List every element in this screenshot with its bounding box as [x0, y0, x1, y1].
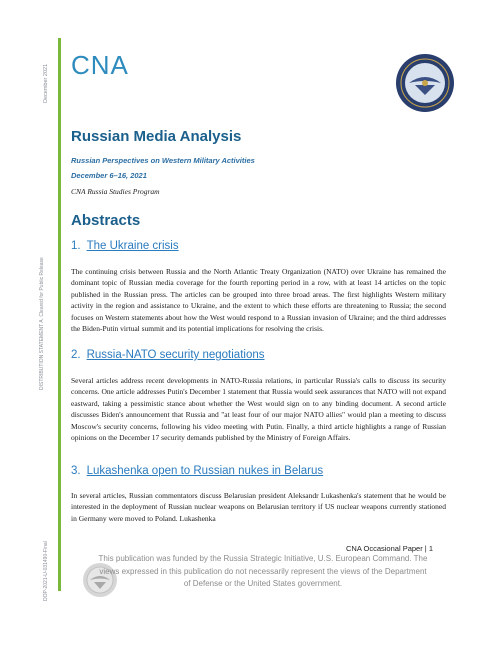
section-1-heading	[71, 240, 179, 252]
section-3-link[interactable]: Lukashenka open to Russian nukes in Belarus	[86, 465, 324, 477]
green-accent-bar	[58, 38, 61, 591]
report-date: December 6–16, 2021	[71, 171, 147, 180]
section-2-text: Several articles address recent developments in NATO-Russia relations, in particular Russia's calls to discuss its security concerns. One article addresses Putin's December 1 statement that Russia would seek assurances that NATO will not expand eastward, taking a pessimistic stance about whether the West would sign on to any binding document. A second article discusses Biden's announcement that Russia and "at least four of our major NATO allies" would plan a meeting to discuss Moscow's security concerns, following his video meeting with Putin. Finally, a third article highlights a range of Russian opinions on the December 17 security demands published by the Ministry of Foreign Affairs.	[71, 376, 446, 443]
distribution-statement: DISTRIBUTION STATEMENT A. Cleared for Public Release	[39, 257, 45, 390]
section-number: 3.	[71, 465, 81, 477]
funding-disclaimer: This publication was funded by the Russia Strategic Initiative, U.S. European Command. The views expressed in this publication do not necessarily represent the views of the Department of Defense or the United States government.	[98, 554, 428, 588]
section-1-text: The continuing crisis between Russia and the North Atlantic Treaty Organization (NATO) over Ukraine has remained the dominant topic of Russian media coverage for the fourth reporting period in a row, with at least 14 articles on the topic published in the Russian press. The articles can be grouped into three broad areas. The first highlights Western military activity in the region and assistance to Ukraine, and the extent to which these efforts are threatening to Russia; the second focuses on Western statements about how the West would respond to a Russian invasion of Ukraine; and the third addresses the Biden-Putin virtual summit and its potential implications for resolving the crisis.	[71, 267, 446, 334]
section-1-link[interactable]: The Ukraine crisis	[86, 240, 179, 252]
section-number: 1.	[71, 240, 81, 252]
abstracts-heading: Abstracts	[71, 212, 141, 229]
cna-logo: CNA	[71, 50, 129, 80]
program-name: CNA Russia Studies Program	[71, 187, 160, 196]
section-number: 2.	[71, 349, 81, 361]
section-3-text: In several articles, Russian commentators discuss Belarusian president Aleksandr Lukashenka's statement that he would be interested in the deployment of Russian nuclear weapons on Belarusian territory if US nuclear weapons currently stationed in Germany were moved to Poland. Lukashenka	[71, 491, 446, 523]
document-id: DOP-2021-U-031490-Final	[43, 541, 49, 601]
section-3-heading	[71, 465, 323, 477]
section-2-heading	[71, 349, 265, 361]
report-title: Russian Media Analysis	[71, 128, 242, 145]
side-date: December 2021	[43, 63, 49, 103]
page-footer-label: CNA Occasional Paper | 1	[346, 544, 433, 553]
report-subtitle: Russian Perspectives on Western Military Activities	[71, 156, 255, 165]
command-seal-icon	[395, 53, 455, 113]
section-2-link[interactable]: Russia-NATO security negotiations	[86, 349, 265, 361]
